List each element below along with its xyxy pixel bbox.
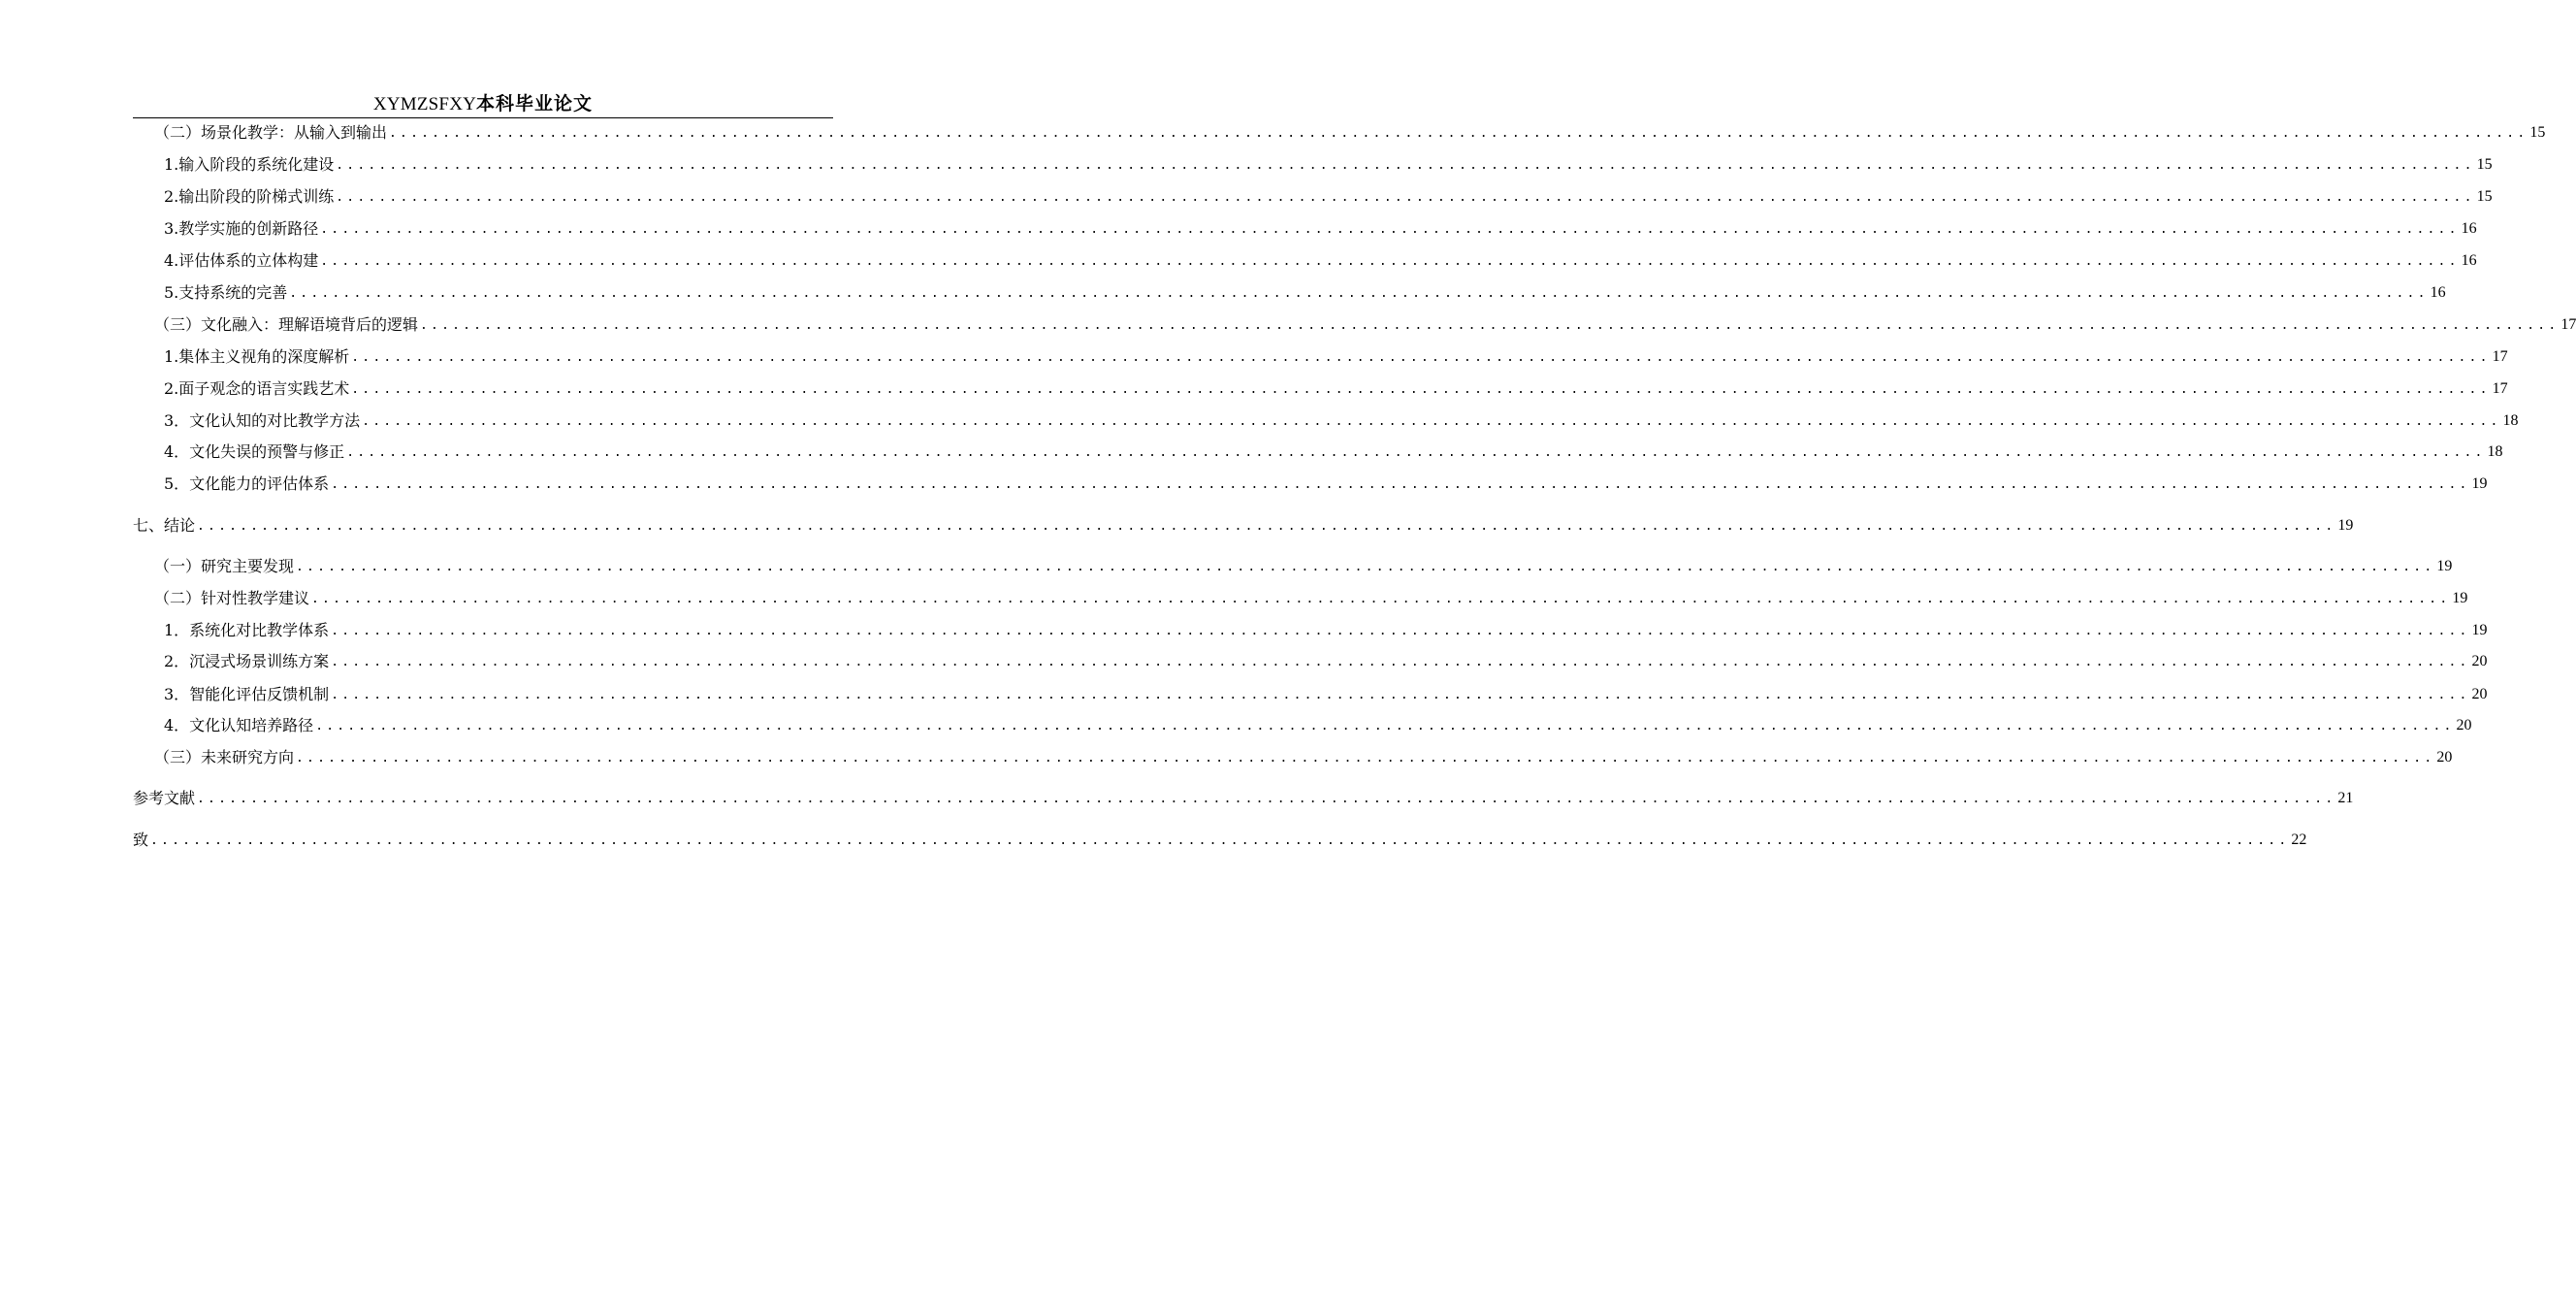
- toc-entry-title: 致: [133, 831, 149, 849]
- toc-entry-title: （二）场景化教学：从输入到输出: [154, 123, 388, 142]
- toc-entry-title: （一）研究主要发现: [154, 557, 295, 575]
- toc-entry-title: 3.教学实施的创新路径: [164, 219, 319, 238]
- toc-entry-page-number: 19: [2436, 558, 2453, 574]
- toc-entry-page-number: 15: [2476, 156, 2493, 173]
- toc-entry-title: 七、结论: [133, 516, 196, 535]
- toc-entry-title: 3．智能化评估反馈机制: [164, 685, 330, 703]
- toc-entry-title: 1．系统化对比教学体系: [164, 621, 330, 639]
- toc-entry-title: （三）文化融入：理解语境背后的逻辑: [154, 315, 419, 334]
- toc-entry-page-number: 17: [2492, 348, 2508, 365]
- toc-leader-dots: ........................................................................................................................................................................................................: [331, 624, 2470, 638]
- toc-entry-title: 1.输入阶段的系统化建设: [164, 155, 335, 174]
- toc-entry[interactable]: [133, 651, 2488, 672]
- toc-entry[interactable]: [133, 410, 2519, 432]
- toc-leader-dots: ........................................................................................................................................................................................................: [351, 350, 2491, 365]
- toc-entry[interactable]: [133, 441, 2503, 463]
- toc-entry[interactable]: [133, 282, 2446, 304]
- toc-entry-title: 2.输出阶段的阶梯式训练: [164, 187, 335, 206]
- toc-leader-dots: ........................................................................................................................................................................................................: [346, 445, 2486, 460]
- toc-entry-page-number: 19: [2452, 590, 2468, 606]
- toc-entry[interactable]: [133, 788, 2354, 809]
- toc-entry-page-number: 15: [2529, 124, 2546, 141]
- toc-entry[interactable]: [133, 830, 2307, 851]
- toc-leader-dots: ........................................................................................................................................................................................................: [289, 286, 2429, 301]
- toc-entry-page-number: 20: [2436, 749, 2453, 766]
- toc-entry-title: 4．文化认知培养路径: [164, 716, 314, 734]
- toc-entry-page-number: 20: [2471, 653, 2488, 669]
- toc-entry-title: 5.支持系统的完善: [164, 283, 288, 302]
- toc-leader-dots: ........................................................................................................................................................................................................: [320, 254, 2460, 269]
- toc-leader-dots: ........................................................................................................................................................................................................: [420, 318, 2560, 333]
- toc-entry[interactable]: [133, 684, 2488, 705]
- toc-entry-page-number: 16: [2461, 220, 2477, 237]
- toc-leader-dots: ........................................................................................................................................................................................................: [311, 592, 2451, 606]
- toc-entry[interactable]: [133, 747, 2453, 768]
- toc-leader-dots: ........................................................................................................................................................................................................: [351, 382, 2491, 397]
- toc-leader-dots: ........................................................................................................................................................................................................: [362, 414, 2501, 429]
- toc-entry-title: 2．沉浸式场景训练方案: [164, 652, 330, 670]
- toc-entry-title: 5．文化能力的评估体系: [164, 474, 330, 493]
- header-latin-text: XYMZSFXY: [372, 94, 477, 114]
- toc-leader-dots: ........................................................................................................................................................................................................: [150, 833, 2290, 848]
- toc-entry-title: （二）针对性教学建议: [154, 589, 310, 607]
- toc-leader-dots: ........................................................................................................................................................................................................: [389, 126, 2528, 141]
- toc-entry-title: 4.评估体系的立体构建: [164, 251, 319, 270]
- toc-entry[interactable]: [133, 620, 2488, 641]
- toc-entry[interactable]: [133, 378, 2508, 400]
- toc-leader-dots: ........................................................................................................................................................................................................: [197, 792, 2336, 806]
- toc-entry[interactable]: [133, 154, 2493, 176]
- toc-entry-title: 1.集体主义视角的深度解析: [164, 347, 350, 366]
- toc-entry-page-number: 16: [2461, 252, 2477, 269]
- toc-entry[interactable]: [133, 588, 2468, 609]
- toc-entry-title: 4．文化失误的预警与修正: [164, 442, 345, 461]
- toc-entry[interactable]: [133, 715, 2472, 736]
- toc-leader-dots: ........................................................................................................................................................................................................: [331, 477, 2470, 492]
- toc-leader-dots: ........................................................................................................................................................................................................: [315, 719, 2455, 734]
- toc-entry-page-number: 17: [2560, 316, 2576, 333]
- header-rule: [133, 117, 833, 118]
- header-title-text: 本科毕业论文: [476, 93, 594, 114]
- toc-leader-dots: ........................................................................................................................................................................................................: [331, 688, 2470, 702]
- toc-leader-dots: ........................................................................................................................................................................................................: [296, 751, 2435, 766]
- toc-entry-page-number: 20: [2456, 717, 2472, 734]
- toc-entry-title: 参考文献: [133, 789, 196, 807]
- toc-entry-title: （三）未来研究方向: [154, 748, 295, 766]
- toc-leader-dots: ........................................................................................................................................................................................................: [296, 560, 2435, 574]
- toc-entry-page-number: 19: [2337, 517, 2354, 534]
- toc-entry-page-number: 17: [2492, 380, 2508, 397]
- toc-entry-title: 2.面子观念的语言实践艺术: [164, 379, 350, 398]
- toc-entry-page-number: 16: [2430, 284, 2446, 301]
- toc-entry[interactable]: [133, 186, 2493, 208]
- toc-entry[interactable]: [133, 250, 2477, 272]
- toc-entry[interactable]: [133, 556, 2453, 577]
- toc-entry-page-number: 15: [2476, 188, 2493, 205]
- toc-leader-dots: ........................................................................................................................................................................................................: [336, 190, 2475, 205]
- toc-entry[interactable]: [133, 122, 2546, 144]
- toc-entry[interactable]: [133, 314, 2576, 336]
- toc-entry-title: 3．文化认知的对比教学方法: [164, 411, 361, 430]
- toc-entry-page-number: 19: [2471, 475, 2488, 492]
- toc-entry-page-number: 18: [2487, 443, 2503, 460]
- toc-entry-page-number: 22: [2291, 831, 2307, 848]
- toc-entry-page-number: 18: [2502, 412, 2519, 429]
- toc-leader-dots: ........................................................................................................................................................................................................: [331, 655, 2470, 669]
- toc-entry-page-number: 20: [2471, 686, 2488, 702]
- toc-entry[interactable]: [133, 515, 2354, 537]
- toc-leader-dots: ........................................................................................................................................................................................................: [197, 519, 2336, 534]
- toc-entry-page-number: 19: [2471, 622, 2488, 638]
- toc-entry[interactable]: [133, 346, 2508, 368]
- toc-entry[interactable]: [133, 473, 2488, 495]
- toc-leader-dots: ........................................................................................................................................................................................................: [336, 158, 2475, 173]
- page-header: [133, 91, 833, 117]
- toc-entry-page-number: 21: [2337, 790, 2354, 806]
- toc-leader-dots: ........................................................................................................................................................................................................: [320, 222, 2460, 237]
- toc-entry[interactable]: [133, 218, 2477, 240]
